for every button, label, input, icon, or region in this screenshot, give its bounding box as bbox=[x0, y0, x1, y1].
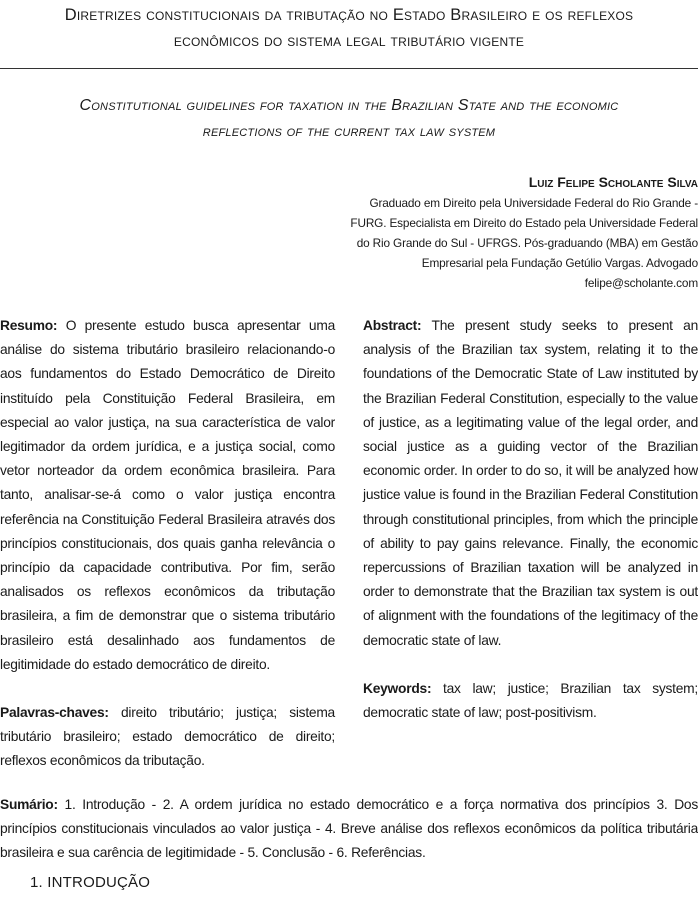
sumario-label: Sumário: bbox=[0, 797, 58, 812]
keywords-text: tax law; justice; Brazilian tax system; democratic state of law; post-positivism. bbox=[363, 680, 698, 721]
keywords-label: Keywords: bbox=[363, 680, 432, 696]
palavras-chaves-label: Palavras-chaves: bbox=[0, 705, 109, 721]
affiliation-line: do Rio Grande do Sul - UFRGS. Pós-graduando (MBA) em Gestão bbox=[356, 236, 698, 250]
palavras-chaves-text: direito tributário; justiça; sistema tributário brasileiro; estado democrático de direito; reflexos econômicos da tributação. bbox=[0, 705, 335, 769]
affiliation-line: Graduado em Direito pela Universidade Federal do Rio Grande - bbox=[369, 196, 698, 210]
author-email: felipe@scholante.com bbox=[584, 276, 698, 290]
abstract-paragraph bbox=[363, 314, 698, 653]
title-english-line-2: reflections of the current tax law system bbox=[202, 123, 496, 140]
abstract-text: The present study seeks to present an analysis of the Brazilian tax system, relating it to the foundations of the Democratic State of Law instituted by the Brazilian Federal Constitution, especially to the value of justice, as a legitimating value of the legal order, and social justice as a guiding vector of the Brazilian economic order. In order to do so, it will be analyzed how justice value is found in the Brazilian Federal Constitution through constitutional principles, from which the principle of ability to pay gains relevance. Finally, the economic repercussions of Brazilian taxation will be analyzed in order to demonstrate that the Brazilian tax system is out of alignment with the foundations of the legitimacy of the democratic state of law. bbox=[363, 318, 698, 648]
title-english-line-1: Constitutional guidelines for taxation in the Brazilian State and the economic bbox=[79, 97, 619, 114]
resumo-text: O presente estudo busca apresentar uma análise do sistema tributário brasileiro relacionando-o aos fundamentos do Estado Democrático de Direito instituído pela Constituição Federal Brasileira, em especial ao valor justiça, na sua característica de valor legitimador da ordem jurídica, e a justiça social, como vetor norteador da ordem econômica brasileira. Para tanto, analisar-se-á como o valor justiça encontra referência na Constituição Federal Brasileira através dos princípios constitucionais, dos quais ganha relevância o princípio da capacidade contributiva. Por fim, serão analisados os reflexos econômicos da tributação brasileira, a fim de demonstrar que o sistema tributário brasileiro está desalinhado aos fundamentos de legitimidade do estado democrático de direito. bbox=[0, 318, 335, 672]
affiliation-line: FURG. Especialista em Direito do Estado pela Universidade Federal bbox=[350, 216, 698, 230]
resumo-paragraph bbox=[0, 314, 335, 677]
title-portuguese-line-2: econômicos do sistema legal tributário vigente bbox=[173, 32, 525, 50]
section-heading: 1. INTRODUÇÃO bbox=[30, 874, 151, 891]
title-english bbox=[0, 93, 698, 145]
resumo-label: Resumo: bbox=[0, 318, 58, 333]
author-name: Luiz Felipe Scholante Silva bbox=[528, 174, 698, 190]
abstract-label: Abstract: bbox=[363, 318, 422, 333]
title-portuguese-line-1: Diretrizes constitucionais da tributação no Estado Brasileiro e os reflexos bbox=[64, 6, 634, 24]
keywords-paragraph bbox=[363, 677, 698, 725]
portuguese-column bbox=[0, 314, 335, 774]
title-divider bbox=[0, 68, 698, 69]
sumario-paragraph bbox=[0, 793, 698, 866]
palavras-chaves-paragraph bbox=[0, 701, 335, 774]
english-column bbox=[363, 314, 698, 725]
sumario-text: 1. Introdução - 2. A ordem jurídica no estado democrático e a força normativa dos princípios 3. Dos princípios constitucionais vinculados ao valor justiça - 4. Breve análise dos reflexos econômicos da política tributária brasileira e sua carência de legitimidade - 5. Conclusão - 6. Referências. bbox=[0, 797, 698, 861]
author-affiliation bbox=[326, 193, 698, 293]
title-portuguese bbox=[0, 2, 698, 54]
affiliation-line: Empresarial pela Fundação Getúlio Vargas. Advogado bbox=[421, 256, 698, 270]
